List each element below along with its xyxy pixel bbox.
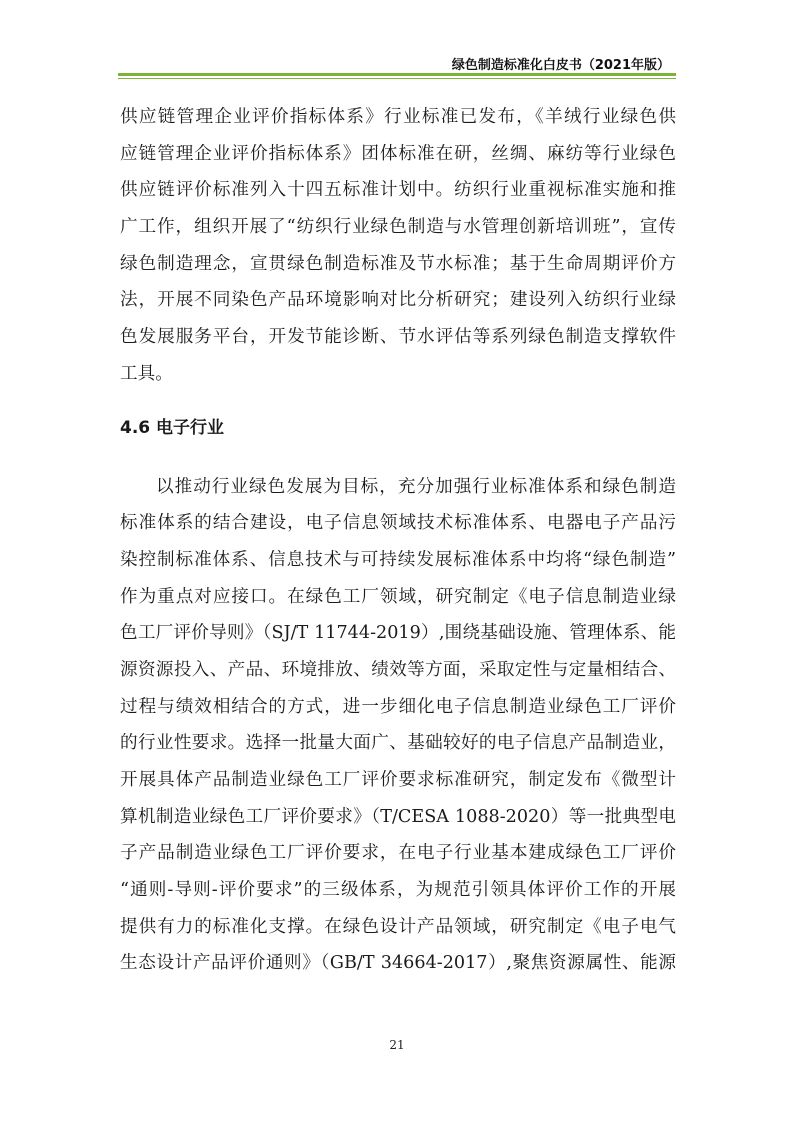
text-line: 色发展服务平台，开发节能诊断、节水评估等系列绿色制造支撑软件 [120,327,676,348]
text-line: 算机制造业绿色工厂评价要求》（T/CESA 1088-2020）等一批典型电 [120,806,676,827]
text-line: 色工厂评价导则》（SJ/T 11744-2019）,围绕基础设施、管理体系、能 [120,623,676,644]
text-line: 源资源投入、产品、环境排放、绩效等方面，采取定性与定量相结合、 [120,659,676,680]
text-line: 提供有力的标准化支撑。在绿色设计产品领域，研究制定《电子电气 [120,916,676,937]
section-heading: 4.6 电子行业 [120,417,225,438]
text-line: 供应链管理企业评价指标体系》行业标准已发布，《羊绒行业绿色供 [120,107,676,127]
paragraph-continued [120,99,676,393]
text-line: “通则-导则-评价要求”的三级体系，为规范引领具体评价工作的开展 [120,880,676,901]
text-line: 生态设计产品评价通则》（GB/T 34664-2017）,聚焦资源属性、能源 [120,953,676,974]
text-line: 工具。 [120,363,173,384]
text-line: 应链管理企业评价指标体系》团体标准在研，丝绸、麻纺等行业绿色 [120,143,676,164]
text-line: 法，开展不同染色产品环境影响对比分析研究；建设列入纺织行业绿 [120,290,676,311]
page-header [118,52,676,78]
text-line: 子产品制造业绿色工厂评价要求，在电子行业基本建成绿色工厂评价 [120,843,676,864]
text-line: 绿色制造理念，宣贯绿色制造标准及节水标准；基于生命周期评价方 [120,253,676,274]
header-title: 绿色制造标准化白皮书（2021年版） [451,58,670,73]
text-line: 的行业性要求。选择一批量大面广、基础较好的电子信息产品制造业， [120,733,676,754]
paragraph-electronics [120,469,676,983]
text-line: 以推动行业绿色发展为目标，充分加强行业标准体系和绿色制造 [156,476,676,497]
header-rule-thin [118,78,676,79]
text-line: 开展具体产品制造业绿色工厂评价要求标准研究，制定发布《微型计 [120,770,676,790]
text-line: 作为重点对应接口。在绿色工厂领域，研究制定《电子信息制造业绿 [120,586,676,607]
text-line: 供应链评价标准列入十四五标准计划中。纺织行业重视标准实施和推 [120,180,676,201]
text-line: 染控制标准体系、信息技术与可持续发展标准体系中均将“绿色制造” [120,549,676,570]
page-body [120,99,676,982]
header-rule-thick [118,73,676,76]
text-line: 过程与绩效相结合的方式，进一步细化电子信息制造业绿色工厂评价 [120,696,676,717]
text-line: 标准体系的结合建设，电子信息领域技术标准体系、电器电子产品污 [120,513,676,534]
text-line: 广工作，组织开展了“纺织行业绿色制造与水管理创新培训班”，宣传 [120,217,676,238]
page-number: 21 [389,1038,405,1052]
